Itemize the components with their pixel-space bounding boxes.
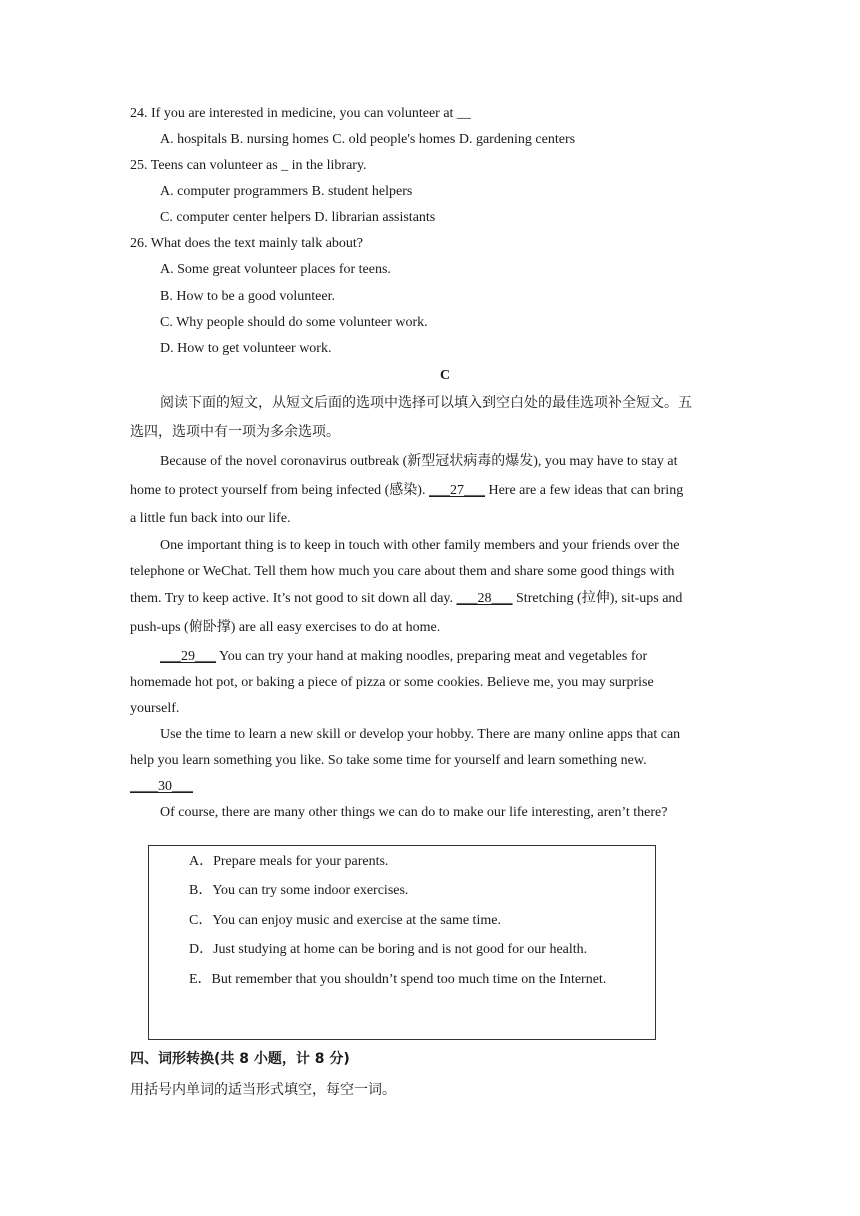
- section-4-title: 四、词形转换(共 8 小题，计 8 分): [130, 1051, 350, 1067]
- passage-p2-line3: [130, 589, 682, 609]
- passage-p4-line2: help you learn something you like. So take some time for yourself and learn something new.: [130, 753, 647, 768]
- question-26-option-a: A. Some great volunteer places for teens.: [160, 262, 391, 277]
- section-4-instruction: 用括号内单词的适当形式填空，每空一词。: [130, 1082, 396, 1098]
- section-c-instruction-line1: 阅读下面的短文，从短文后面的选项中选择可以填入到空白处的最佳选项补全短文。五: [160, 395, 692, 411]
- question-24-stem: 24. If you are interested in medicine, you can volunteer at __: [130, 106, 471, 121]
- passage-text: You can try your hand at making noodles, preparing meat and vegetables for: [216, 649, 648, 664]
- question-26-option-c: C. Why people should do some volunteer work.: [160, 315, 428, 330]
- question-25-options-cd: C. computer center helpers D. librarian assistants: [160, 210, 436, 225]
- choice-d: D．Just studying at home can be boring and is not good for our health.: [189, 942, 588, 957]
- passage-p3-line3: yourself.: [130, 701, 180, 716]
- passage-p4-line1: Use the time to learn a new skill or develop your hobby. There are many online apps that can: [160, 727, 681, 742]
- blank-27: ___27___: [428, 483, 485, 498]
- choice-c: C．You can enjoy music and exercise at the same time.: [189, 913, 501, 928]
- blank-28: ___28___: [456, 591, 513, 606]
- question-26-option-b: B. How to be a good volunteer.: [160, 289, 335, 304]
- passage-text: them. Try to keep active. It’s not good to sit down all day.: [130, 591, 457, 606]
- passage-text: home to protect yourself from being infected (感染).: [130, 483, 429, 498]
- question-25-options-ab: A. computer programmers B. student helpers: [160, 184, 413, 199]
- passage-text: Here are a few ideas that can bring: [484, 483, 684, 498]
- choice-b: B．You can try some indoor exercises.: [189, 883, 409, 898]
- question-25-stem: 25. Teens can volunteer as _ in the library.: [130, 158, 367, 173]
- blank-30: ____30___: [130, 779, 193, 794]
- passage-p1-line1: Because of the novel coronavirus outbreak (新型冠状病毒的爆发), you may have to stay at: [160, 454, 678, 469]
- passage-p2-line2: telephone or WeChat. Tell them how much you care about them and share some good things with: [130, 564, 675, 579]
- passage-p1-line3: a little fun back into our life.: [130, 511, 291, 526]
- choice-e: E．But remember that you shouldn’t spend too much time on the Internet.: [189, 972, 607, 987]
- passage-p2-line4: push-ups (俯卧撑) are all easy exercises to do at home.: [130, 620, 441, 635]
- passage-p1-line2: [130, 481, 683, 501]
- passage-p3-line2: homemade hot pot, or baking a piece of pizza or some cookies. Believe me, you may surprise: [130, 675, 654, 690]
- choice-a: A．Prepare meals for your parents.: [189, 854, 389, 869]
- question-26-option-d: D. How to get volunteer work.: [160, 341, 332, 356]
- passage-text: Stretching (拉伸), sit-ups and: [512, 591, 683, 606]
- question-24-options: A. hospitals B. nursing homes C. old people's homes D. gardening centers: [160, 132, 576, 147]
- passage-p4-line3: [130, 777, 193, 797]
- section-c-instruction-line2: 选四，选项中有一项为多余选项。: [130, 424, 340, 440]
- passage-p3-line1: [160, 647, 647, 667]
- passage-p5-line1: Of course, there are many other things we can do to make our life interesting, aren’t there?: [160, 805, 668, 820]
- blank-29: ___29___: [160, 649, 216, 664]
- passage-p2-line1: One important thing is to keep in touch with other family members and your friends over the: [160, 538, 680, 553]
- choices-box: [148, 845, 656, 1040]
- question-26-stem: 26. What does the text mainly talk about?: [130, 236, 364, 251]
- section-c-heading: C: [439, 368, 451, 383]
